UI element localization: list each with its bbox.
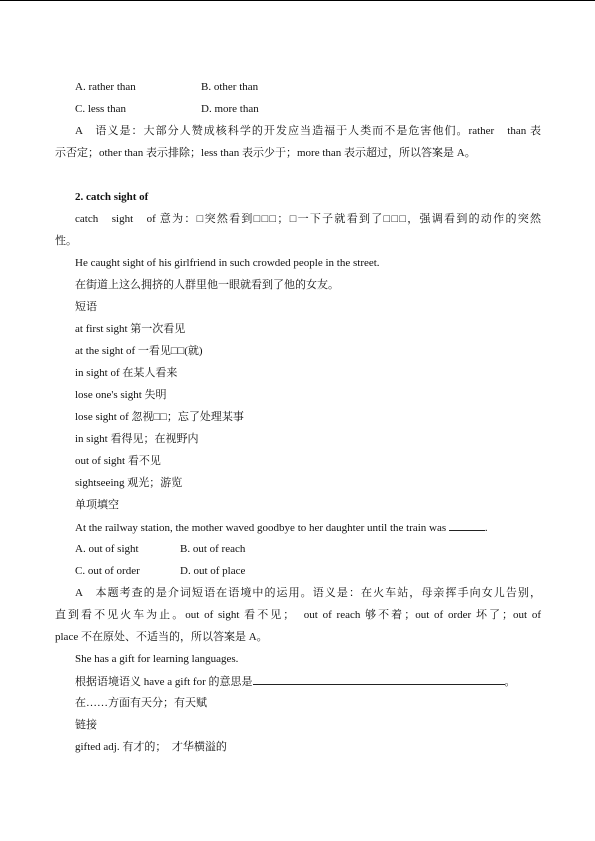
section-heading: 2. catch sight of [75,191,149,203]
phrases-label: 短语 [75,301,97,313]
q1-option-a: A. rather than [75,81,136,93]
option-c: C. out of order [75,565,140,577]
exercise-label: 单项填空 [75,499,119,511]
q1-answer-line-2: 示否定；other than 表示排除；less than 表示少于；more than 表示超过，所以答案是 A。 [55,147,476,159]
example-english: He caught sight of his girlfriend in such crowded people in the street. [75,257,380,269]
link-item: gifted adj. 有才的； 才华横溢的 [75,741,227,753]
gift-prompt-text: 根据语境语义 have a gift for 的意思是 [75,676,253,688]
answer-line-1: A 本题考查的是介词短语在语境中的运用。语义是：在火车站，母亲挥手向女儿告别， [75,587,541,599]
gift-blank [253,674,505,685]
gift-prompt [75,674,516,689]
exercise-question-text: At the railway station, the mother waved goodbye to her daughter until the train was [75,522,447,534]
answer-blank [449,520,485,531]
gift-sentence: She has a gift for learning languages. [75,653,239,665]
option-a: A. out of sight [75,543,139,555]
phrase-item: sightseeing 观光；游览 [75,477,183,489]
q1-option-d: D. more than [201,103,259,115]
meaning-line-1: catch sight of 意为：□突然看到□□□；□一下子就看到了□□□，强调看到的动作的突然 [75,213,541,225]
phrase-item: lose one's sight 失明 [75,389,167,401]
link-label: 链接 [75,719,97,731]
option-b: B. out of reach [180,543,246,555]
option-d: D. out of place [180,565,246,577]
gift-answer: 在……方面有天分；有天赋 [75,697,207,709]
phrase-item: in sight 看得见；在视野内 [75,433,199,445]
phrase-item: lose sight of 忽视□□；忘了处理某事 [75,411,244,423]
meaning-line-2: 性。 [55,235,77,247]
answer-line-2: 直到看不见火车为止。out of sight 看不见； out of reach 够不着；out of order 坏了；out of [55,609,541,621]
q1-answer-line-1: A 语义是：大部分人赞成核科学的开发应当造福于人类而不是危害他们。rather than 表 [75,125,541,137]
exercise-question [75,520,488,535]
q1-option-c: C. less than [75,103,127,115]
phrase-item: in sight of 在某人看来 [75,367,178,379]
gift-prompt-end: 。 [504,676,516,688]
q1-option-b: B. other than [201,81,259,93]
exercise-question-end: . [484,522,488,534]
phrase-item: out of sight 看不见 [75,455,161,467]
phrase-item: at first sight 第一次看见 [75,323,186,335]
answer-line-3: place 不在原处、不适当的，所以答案是 A。 [55,631,268,643]
example-chinese: 在街道上这么拥挤的人群里他一眼就看到了他的女友。 [75,279,339,291]
phrase-item: at the sight of 一看见□□(就) [75,345,203,357]
